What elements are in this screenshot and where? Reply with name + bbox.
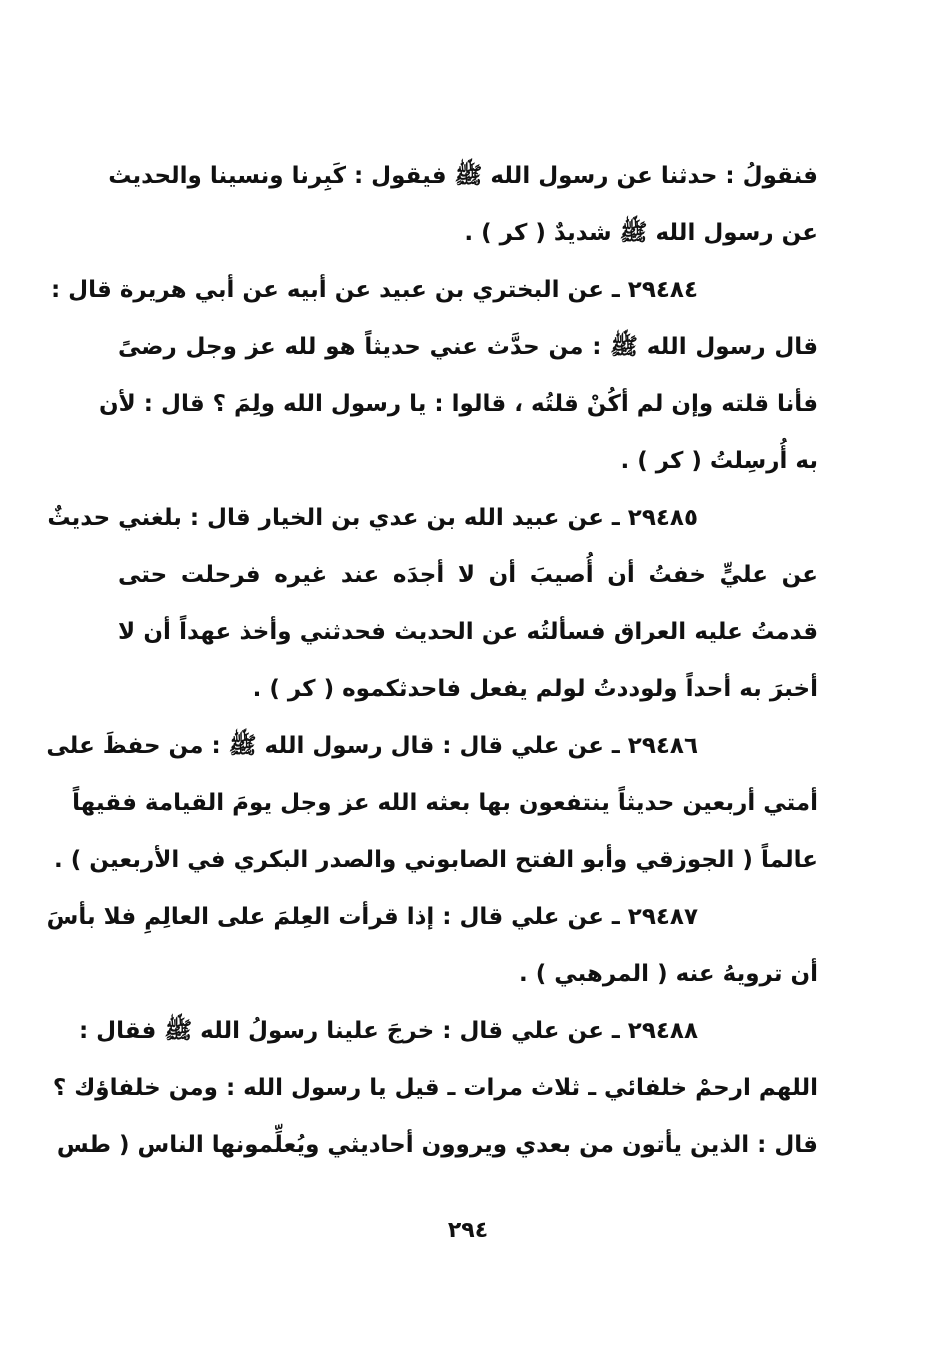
text-line: أمتي أربعين حديثاً ينتفعون بها بعثه الله عز وجل يومَ القيامة فقيهاً	[72, 790, 818, 816]
text-line: أن ترويهُ عنه ( المرهبي ) .	[518, 961, 818, 987]
page-number: ٢٩٤	[447, 1218, 489, 1243]
text-line: فأنا قلته وإن لم أكُنْ قلتُه ، قالوا : يا رسول الله ولِمَ ؟ قال : لأن	[99, 391, 818, 417]
hadith-heading-29485: ٢٩٤٨٥ ـ عن عبيد الله بن عدي بن الخيار قال : بلغني حديثٌ	[47, 505, 698, 531]
text-line: قدمتُ عليه العراق فسألتُه عن الحديث فحدثني وأخذ عهداً أن لا	[118, 619, 818, 645]
text-line: فنقولُ : حدثنا عن رسول الله ﷺ فيقول : كَبِرنا ونسينا والحديث	[108, 163, 818, 189]
text-line: أخبرَ به أحداً ولوددتُ لولم يفعل فاحدثكموه ( كر ) .	[252, 676, 818, 702]
text-line: به أُرسِلتُ ( كر ) .	[620, 448, 818, 474]
hadith-heading-29487: ٢٩٤٨٧ ـ عن علي قال : إذا قرأت العِلمَ على العالِمِ فلا بأسَ	[46, 904, 698, 930]
hadith-heading-29484: ٢٩٤٨٤ ـ عن البختري بن عبيد عن أبيه عن أبي هريرة قال :	[50, 277, 698, 303]
body-text	[46, 148, 818, 1174]
text-line: عن عليٍّ خفتُ أن أُصيبَ أن لا أجدَه عند غيره فرحلت حتى	[118, 562, 818, 588]
text-line: عالماً ( الجوزقي وأبو الفتح الصابوني والصدر البكري في الأربعين ) .	[54, 847, 818, 873]
text-line: اللهم ارحمْ خلفائي ـ ثلاث مرات ـ قيل يا رسول الله : ومن خلفاؤك ؟	[52, 1075, 818, 1101]
text-line: قال رسول الله ﷺ : من حدَّث عني حديثاً هو لله عز وجل رضىً	[118, 334, 818, 360]
hadith-heading-29486: ٢٩٤٨٦ ـ عن علي قال : قال رسول الله ﷺ : من حفظَ على	[46, 733, 698, 759]
text-line: قال : الذين يأتون من بعدي ويروون أحاديثي ويُعلِّمونها الناس ( طس	[56, 1132, 818, 1158]
text-line: عن رسول الله ﷺ شديدٌ ( كر ) .	[464, 220, 818, 246]
hadith-heading-29488: ٢٩٤٨٨ ـ عن علي قال : خرجَ علينا رسولُ الله ﷺ فقال :	[78, 1018, 698, 1044]
